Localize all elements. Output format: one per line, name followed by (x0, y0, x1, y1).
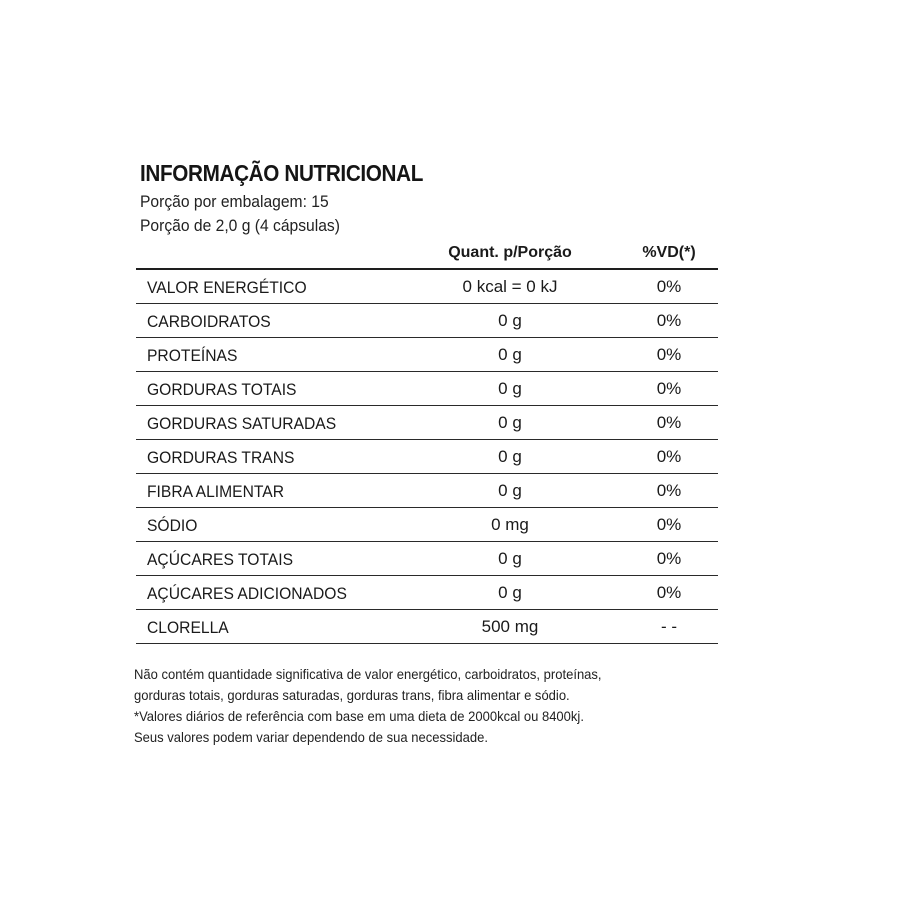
nutrient-name: CLORELLA (147, 618, 229, 637)
table-row (136, 576, 718, 610)
nutrient-quantity: 0 g (498, 583, 522, 602)
nutrient-daily-value: 0% (656, 413, 682, 432)
nutrient-daily-value: 0% (656, 345, 682, 364)
nutrient-quantity: 500 mg (481, 617, 539, 636)
nutrient-daily-value: 0% (656, 277, 682, 296)
nutrient-quantity: 0 kcal = 0 kJ (462, 277, 558, 296)
nutrient-quantity: 0 mg (491, 515, 529, 534)
nutrient-daily-value: 0% (656, 311, 682, 330)
nutrient-name: SÓDIO (147, 516, 198, 535)
table-row (136, 542, 718, 576)
nutrient-quantity: 0 g (498, 311, 522, 330)
nutrition-table (136, 268, 718, 644)
footnote-line: Seus valores podem variar dependendo de sua necessidade. (134, 729, 488, 745)
nutrient-quantity: 0 g (498, 379, 522, 398)
nutrient-quantity: 0 g (498, 447, 522, 466)
nutrient-daily-value: 0% (656, 549, 682, 568)
footnote-line: gorduras totais, gorduras saturadas, gorduras trans, fibra alimentar e sódio. (134, 687, 570, 703)
table-row (136, 440, 718, 474)
footnote-line: *Valores diários de referência com base em uma dieta de 2000kcal ou 8400kj. (134, 708, 584, 724)
nutrient-name: CARBOIDRATOS (147, 312, 271, 331)
nutrient-name: GORDURAS SATURADAS (147, 414, 337, 433)
nutrient-quantity: 0 g (498, 413, 522, 432)
nutrition-facts-panel (136, 156, 718, 748)
nutrient-daily-value: 0% (656, 515, 682, 534)
nutrient-daily-value: - - (660, 617, 678, 636)
serving-size: Porção de 2,0 g (4 cápsulas) (140, 216, 340, 235)
table-row (136, 610, 718, 644)
nutrient-name: GORDURAS TOTAIS (147, 380, 297, 399)
nutrient-name: AÇÚCARES ADICIONADOS (147, 584, 347, 603)
nutrition-title: INFORMAÇÃO NUTRICIONAL (140, 160, 424, 186)
nutrient-name: FIBRA ALIMENTAR (147, 482, 285, 501)
nutrient-daily-value: 0% (656, 481, 682, 500)
column-header-daily-value: %VD(*) (642, 244, 696, 261)
column-header-quantity: Quant. p/Porção (448, 244, 572, 261)
nutrient-quantity: 0 g (498, 481, 522, 500)
table-row (136, 270, 718, 304)
nutrient-name: AÇÚCARES TOTAIS (147, 550, 294, 569)
table-row (136, 338, 718, 372)
nutrient-daily-value: 0% (656, 447, 682, 466)
nutrient-name: VALOR ENERGÉTICO (147, 278, 307, 297)
footnotes (134, 664, 677, 748)
table-header (136, 238, 718, 268)
servings-per-package: Porção por embalagem: 15 (140, 192, 329, 211)
nutrient-quantity: 0 g (498, 549, 522, 568)
table-row (136, 474, 718, 508)
table-row (136, 372, 718, 406)
table-row (136, 406, 718, 440)
nutrient-daily-value: 0% (656, 583, 682, 602)
footnote-line: Não contém quantidade significativa de valor energético, carboidratos, proteínas, (134, 666, 602, 682)
nutrient-name: PROTEÍNAS (147, 346, 238, 365)
table-row (136, 304, 718, 338)
nutrient-daily-value: 0% (656, 379, 682, 398)
nutrient-quantity: 0 g (498, 345, 522, 364)
table-row (136, 508, 718, 542)
nutrient-name: GORDURAS TRANS (147, 448, 295, 467)
